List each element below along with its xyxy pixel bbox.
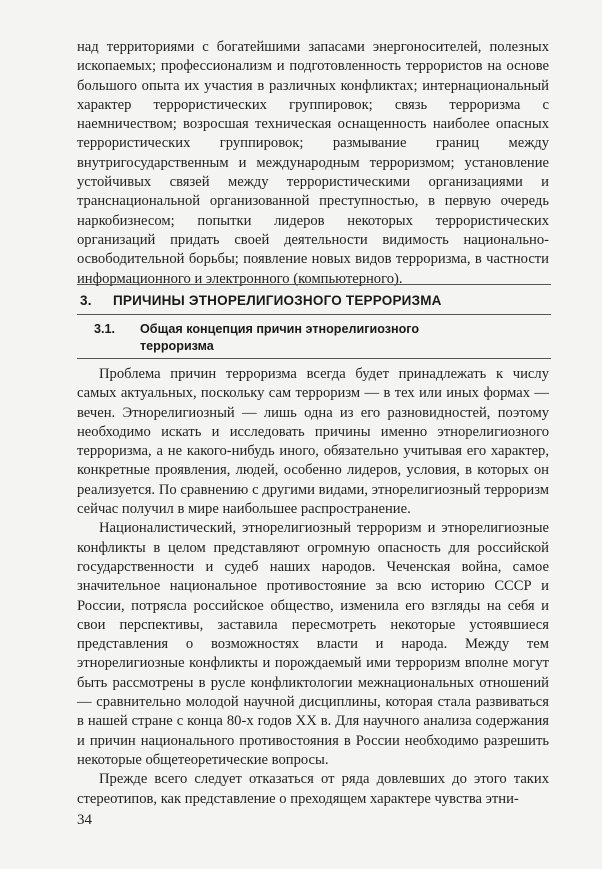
body-paragraph: Проблема причин терроризма всегда будет принадлежать к числу самых актуальных, поскольку сам терроризм — в тех или иных формах — вечен. Этнорелигиозный — лишь одна из его разновидностей, поэтому необходимо искать и исследовать причины именно этнорелигиозного терроризма, а не какого-нибудь иного, обязательно учитывая его характер, конкретные проявления, людей, особенно лидеров, условия, в которых он реализуется. По сравнению с другими видами, этнорелигиозный терроризм сейчас получил в мире наибольшее распространение. xyxy=(77,366,549,518)
subsection-title-line2: терроризма xyxy=(140,339,214,353)
subsection-heading xyxy=(94,321,419,355)
subsection-title-line1: Общая концепция причин этнорелигиозного xyxy=(140,322,420,336)
subsection-rule xyxy=(77,358,551,359)
section-rule-bottom xyxy=(77,314,551,315)
section-rule-top xyxy=(77,284,551,285)
section-heading xyxy=(80,293,442,308)
section-number: 3. xyxy=(80,293,92,308)
intro-paragraph: над территориями с богатейшими запасами энергоносителей, полезных ископаемых; профессионализм и подготовленность террористов на основе большого опыта их участия в различных конфликтах; интернациональный характер террористических группировок; связь терроризма с наемничеством; возросшая техническая оснащенность наиболее опасных террористических группировок; размывание границ между внутригосударственным и международным терроризмом; установление устойчивых связей между террористическими организациями и транснациональной организованной преступностью, в первую очередь наркобизнесом; попытки лидеров некоторых террористических организаций придать своей деятельности видимость национально-освободительной борьбы; появление новых видов терроризма, в частности информационного и электронного (компьютерного). xyxy=(77,39,549,287)
body-text xyxy=(77,365,549,809)
page-number: 34 xyxy=(77,812,92,828)
intro-paragraph-block xyxy=(77,38,549,289)
subsection-number: 3.1. xyxy=(94,322,116,336)
body-paragraph: Националистический, этнорелигиозный терроризм и этнорелигиозные конфликты в целом представляют огромную опасность для российской государственности и судеб наших народов. Чеченская война, самое значительное национальное противостояние за всю историю СССР и России, потрясла российское общество, изменила его взгляды на себя и свои перспективы, заставила пересмотреть некоторые устоявшиеся представления о возможностях власти и народа. Между тем этнорелигиозные конфликты и порождаемый ими терроризм вполне могут быть рассмотрены в русле конфликтологии межнациональных отношений — сравнительно молодой научной дисциплины, которая стала развиваться в нашей стране с конца 80-х годов XX в. Для научного анализа содержания и причин национального противостояния в России необходимо разрешить некоторые общетеоретические вопросы. xyxy=(77,520,549,768)
body-paragraph: Прежде всего следует отказаться от ряда довлевших до этого таких стереотипов, как представление о преходящем характере чувства этни- xyxy=(77,771,549,807)
section-title: ПРИЧИНЫ ЭТНОРЕЛИГИОЗНОГО ТЕРРОРИЗМА xyxy=(113,293,442,308)
